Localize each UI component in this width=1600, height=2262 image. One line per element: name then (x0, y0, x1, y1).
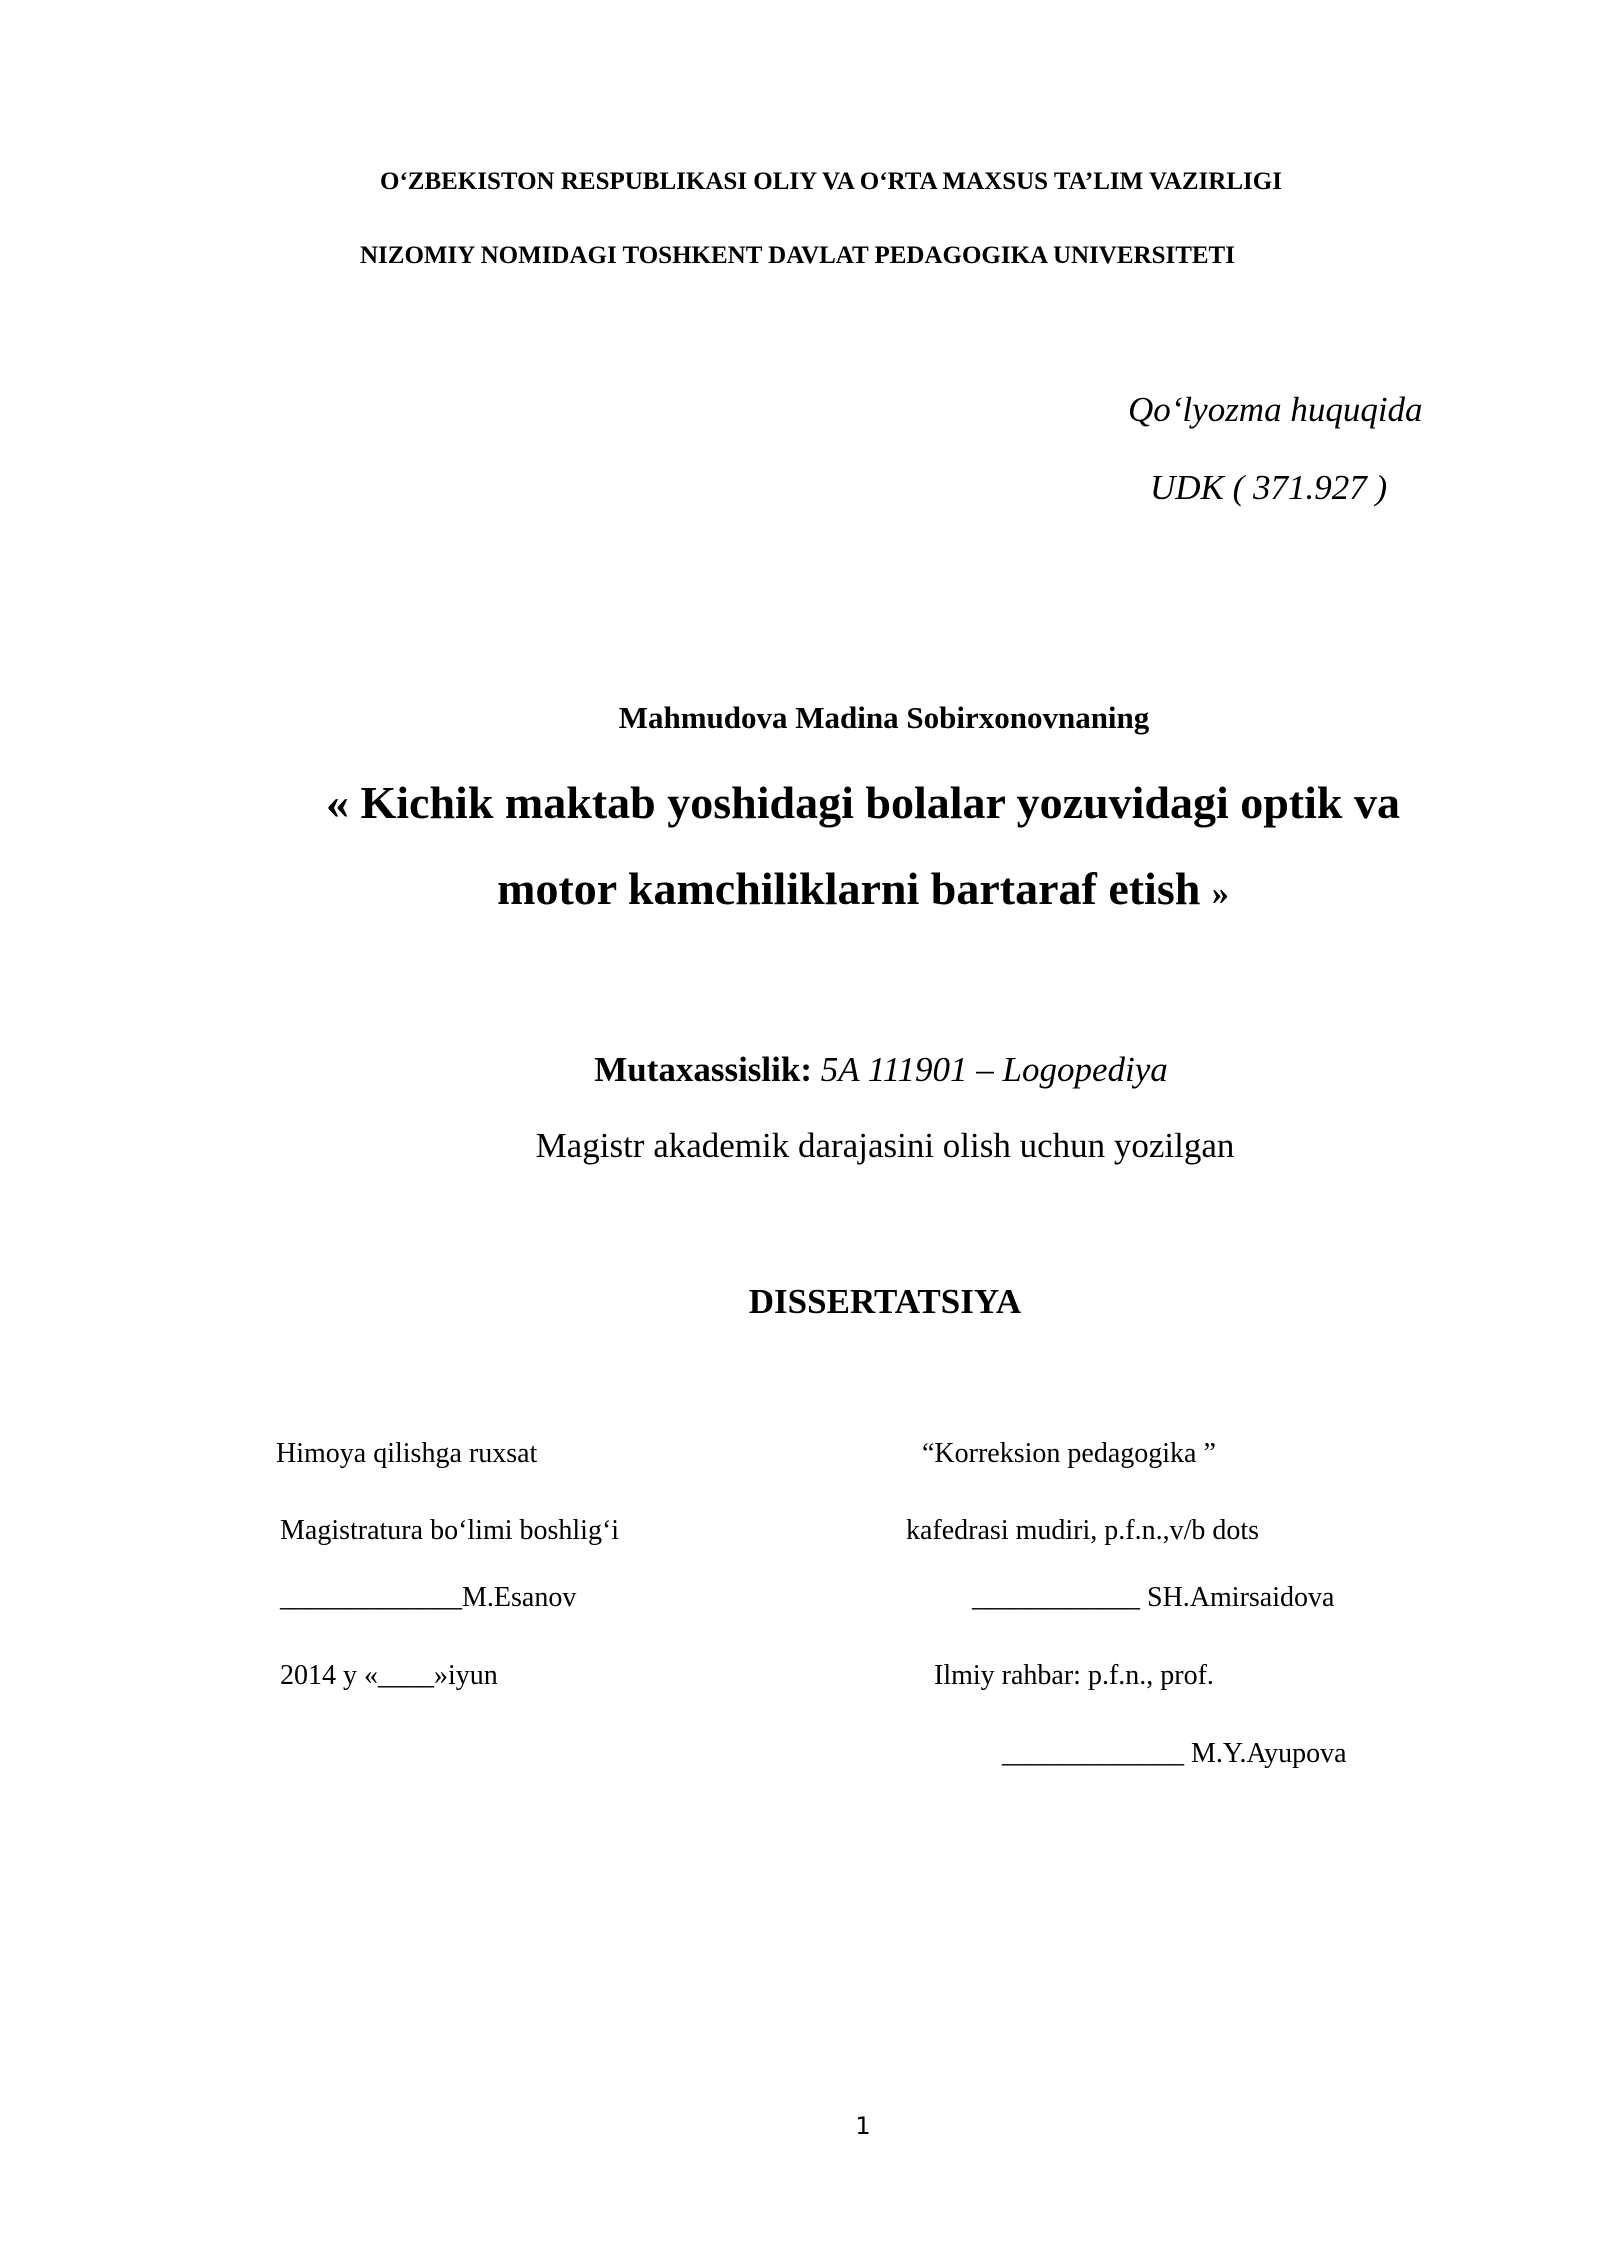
university-heading: NIZOMIY NOMIDAGI TOSHKENT DAVLAT PEDAGOGIKA UNIVERSITETI (360, 242, 1235, 269)
chair-head-title: kafedrasi mudiri, p.f.n.,v/b dots (906, 1515, 1260, 1546)
supervisor-title: Ilmiy rahbar: p.f.n., prof. (934, 1660, 1214, 1691)
defense-permission-label: Himoya qilishga ruxsat (276, 1438, 538, 1469)
title-close-quote: » (1211, 875, 1229, 912)
udk-code: UDK ( 371.927 ) (1150, 468, 1388, 507)
ministry-heading: O‘ZBEKISTON RESPUBLIKASI OLIY VA O‘RTA MAXSUS TA’LIM VAZIRLIGI (380, 168, 1282, 195)
speciality-value: 5A 111901 – Logopediya (812, 1050, 1168, 1089)
title-open-quote: « (326, 777, 349, 828)
department-head-signature: _____________M.Esanov (280, 1582, 577, 1613)
speciality-line (0, 1050, 1600, 1090)
author-name: Mahmudova Madina Sobirxonovnaning (618, 700, 1150, 735)
document-type: DISSERTATSIYA (748, 1282, 1022, 1321)
date-line: 2014 y «____»iyun (280, 1660, 498, 1691)
department-head-title: Magistratura bo‘limi boshlig‘i (280, 1515, 620, 1546)
manuscript-rights-label: Qo‘lyozma huquqida (1128, 390, 1423, 429)
chair-name: “Korreksion pedagogika ” (922, 1438, 1216, 1469)
title-text-1: Kichik maktab yoshidagi bolalar yozuvidagi optik va (349, 777, 1400, 828)
thesis-title-line-1 (0, 776, 1600, 829)
supervisor-signature: _____________ M.Y.Ayupova (1002, 1738, 1347, 1769)
chair-head-signature: ____________ SH.Amirsaidova (972, 1582, 1335, 1613)
title-text-2: motor kamchiliklarni bartaraf etish (497, 863, 1212, 914)
speciality-label: Mutaxassislik: (594, 1050, 812, 1089)
page-number: 1 (855, 2112, 871, 2140)
thesis-title-line-2 (0, 862, 1600, 915)
degree-purpose: Magistr akademik darajasini olish uchun yozilgan (535, 1126, 1235, 1165)
